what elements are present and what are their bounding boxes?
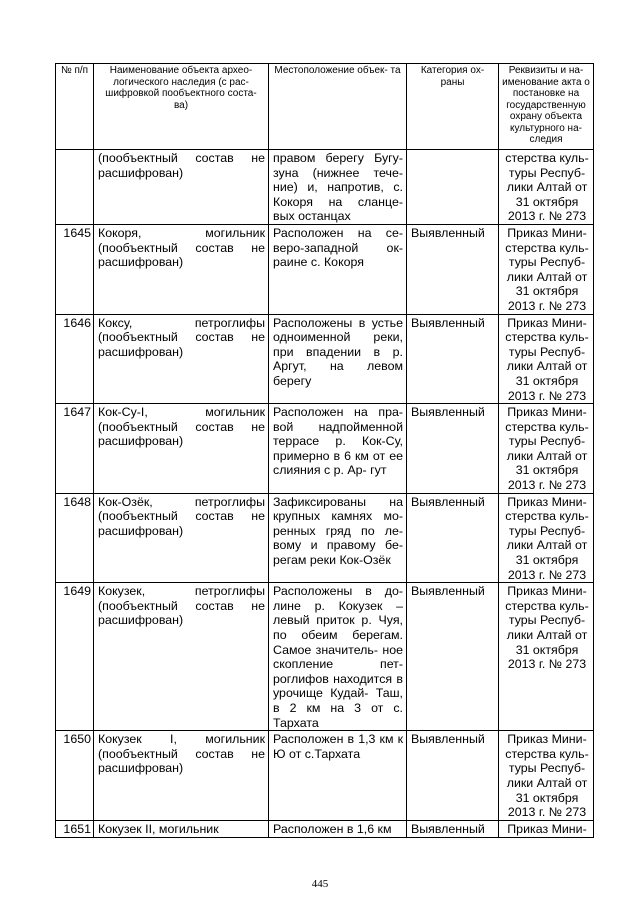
row-num: 1649 <box>56 583 94 731</box>
row-location: Зафиксированы на крупных камнях мо- ренных гряд по ле- вому и правому бе- регам реки Кок-Озёк <box>269 493 407 583</box>
row-num: 1647 <box>56 404 94 494</box>
row-category: Выявленный <box>407 583 499 731</box>
row-requisites: Приказ Мини- <box>499 821 594 838</box>
row-name: Кокоря, могильник (пообъектный состав не расшифрован) <box>94 224 269 314</box>
row-location: Расположены в устье одноименной реки, при впадении в р. Аргут, на левом берегу <box>269 314 407 404</box>
row-name: Кокузек II, могильник <box>94 821 269 838</box>
header-location: Местоположение объек- та <box>269 64 407 150</box>
row-category <box>407 150 499 225</box>
row-location: Расположен на пра- вой надпойменной террасе р. Кок-Су, примерно в 6 км от ее слияния с р. Ар- гут <box>269 404 407 494</box>
page-number: 445 <box>311 878 329 890</box>
row-category: Выявленный <box>407 404 499 494</box>
header-name: Наименование объекта архео- логического наследия (с рас- шифровкой пообъектного соста- ва) <box>94 64 269 150</box>
table-row <box>56 224 594 314</box>
row-category: Выявленный <box>407 493 499 583</box>
header-category: Категория ох- раны <box>407 64 499 150</box>
table-row <box>56 821 594 838</box>
table-row <box>56 731 594 821</box>
row-location: правом берегу Бугу- зуна (нижнее тече- ние) и, напротив, с. Кокоря на сланце- вых останцах <box>269 150 407 225</box>
row-requisites: Приказ Мини- стерства куль- туры Респуб- лики Алтай от 31 октября 2013 г. № 273 <box>499 731 594 821</box>
row-num: 1648 <box>56 493 94 583</box>
row-name: Кокузек, петроглифы (пообъектный состав не расшифрован) <box>94 583 269 731</box>
row-requisites: Приказ Мини- стерства куль- туры Респуб- лики Алтай от 31 октября 2013 г. № 273 <box>499 224 594 314</box>
row-category: Выявленный <box>407 821 499 838</box>
row-name: (пообъектный состав не расшифрован) <box>94 150 269 225</box>
row-category: Выявленный <box>407 314 499 404</box>
table-row <box>56 404 594 494</box>
header-num: № п/п <box>56 64 94 150</box>
row-num: 1646 <box>56 314 94 404</box>
row-requisites: Приказ Мини- стерства куль- туры Респуб- лики Алтай от 31 октября 2013 г. № 273 <box>499 314 594 404</box>
row-num: 1650 <box>56 731 94 821</box>
row-requisites: Приказ Мини- стерства куль- туры Респуб- лики Алтай от 31 октября 2013 г. № 273 <box>499 583 594 731</box>
table-body <box>56 150 594 838</box>
row-name: Кок-Озёк, петроглифы (пообъектный состав не расшифрован) <box>94 493 269 583</box>
row-num <box>56 150 94 225</box>
document-page <box>55 63 593 838</box>
table-row <box>56 314 594 404</box>
row-requisites: стерства куль- туры Респуб- лики Алтай от 31 октября 2013 г. № 273 <box>499 150 594 225</box>
table-header <box>56 64 594 150</box>
header-requisites: Реквизиты и на- именование акта о постановке на государственную охрану объекта культурного на- следия <box>499 64 594 150</box>
row-num: 1645 <box>56 224 94 314</box>
row-requisites: Приказ Мини- стерства куль- туры Респуб- лики Алтай от 31 октября 2013 г. № 273 <box>499 404 594 494</box>
row-name: Коксу, петроглифы (пообъектный состав не расшифрован) <box>94 314 269 404</box>
table-row <box>56 493 594 583</box>
row-location: Расположен на се- веро-западной ок- раине с. Кокоря <box>269 224 407 314</box>
table-row <box>56 583 594 731</box>
row-num: 1651 <box>56 821 94 838</box>
heritage-table <box>55 63 594 838</box>
table-row <box>56 150 594 225</box>
row-location: Расположен в 1,3 км к Ю от с.Тархата <box>269 731 407 821</box>
row-location: Расположен в 1,6 км <box>269 821 407 838</box>
row-name: Кокузек I, могильник (пообъектный состав не расшифрован) <box>94 731 269 821</box>
row-category: Выявленный <box>407 224 499 314</box>
row-requisites: Приказ Мини- стерства куль- туры Респуб- лики Алтай от 31 октября 2013 г. № 273 <box>499 493 594 583</box>
row-category: Выявленный <box>407 731 499 821</box>
row-name: Кок-Су-I, могильник (пообъектный состав не расшифрован) <box>94 404 269 494</box>
row-location: Расположены в до- лине р. Кокузек – левый приток р. Чуя, по обеим берегам. Самое значитель- ное скопление пет- роглифов находится в урочище Кудай- Таш, в 2 км на 3 от с. Тархата <box>269 583 407 731</box>
